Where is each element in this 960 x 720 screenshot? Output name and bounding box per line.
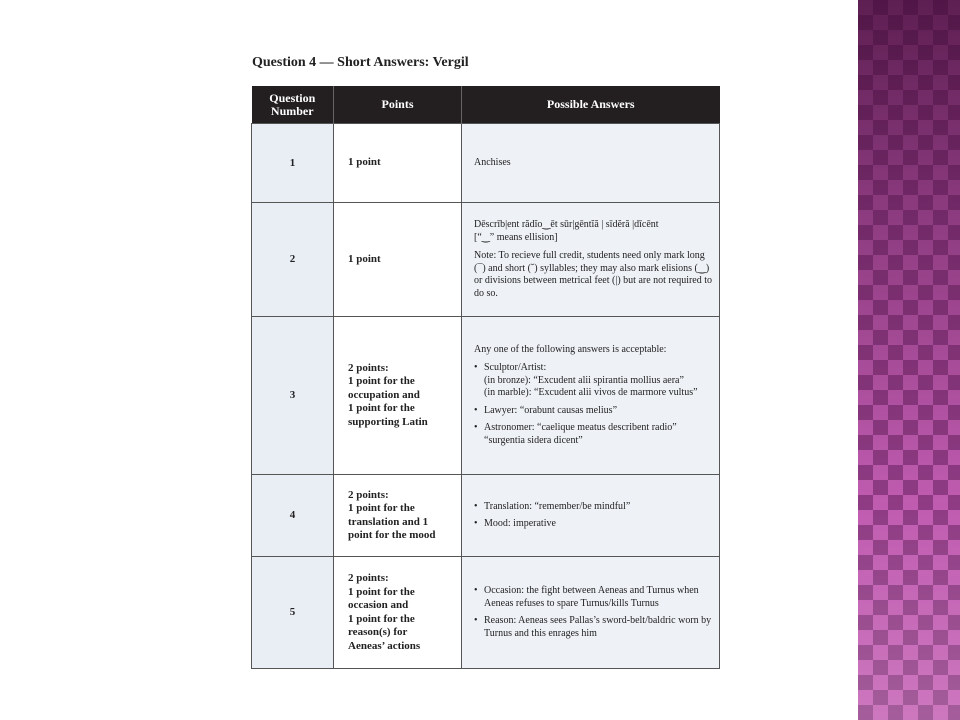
- list-item: • Translation: “remember/be mindful”: [474, 501, 713, 514]
- points-cell: 1 point: [334, 203, 462, 317]
- header-possible-answers: Possible Answers: [462, 86, 720, 124]
- header-points: Points: [334, 86, 462, 124]
- scansion-text: Dēscrīb|ent rădĭo‿ēt sūr|gēntĭă | sīdĕră |dīcēnt [“‿” means ellision]: [474, 219, 659, 243]
- answer-cell: [462, 475, 720, 557]
- list-item: • Occasion: the fight between Aeneas and Turnus when Aeneas refuses to spare Turnus/kills Turnus: [474, 585, 713, 610]
- table-row: [252, 475, 720, 557]
- question-number: 3: [252, 317, 334, 475]
- question-number: 4: [252, 475, 334, 557]
- header-question-number: Question Number: [252, 86, 334, 124]
- question-number: 1: [252, 124, 334, 203]
- answer-cell: [462, 557, 720, 669]
- answer-intro: Any one of the following answers is acceptable:: [474, 343, 667, 355]
- note-text: Note: To recieve full credit, students need only mark long (¯) and short (˘) syllables; they may also mark elisions (‿) or divisions between metrical feet (|) but are not required to do so.: [474, 250, 713, 299]
- answer-cell: [462, 317, 720, 475]
- list-item: • Mood: imperative: [474, 518, 713, 531]
- points-cell: 2 points: 1 point for the occupation and 1 point for the supporting Latin: [334, 317, 462, 475]
- decorative-side-shade: [858, 0, 960, 720]
- points-cell: 1 point: [334, 124, 462, 203]
- answers-table: [251, 86, 720, 669]
- question-number: 5: [252, 557, 334, 669]
- points-cell: 2 points: 1 point for the occasion and 1 point for the reason(s) for Aeneas’ actions: [334, 557, 462, 669]
- table-row: [252, 317, 720, 475]
- list-item: • Lawyer: “orabunt causas melius”: [474, 405, 713, 418]
- answer-cell: [462, 124, 720, 203]
- table-row: [252, 124, 720, 203]
- answer-text: Anchises: [474, 156, 511, 168]
- table-row: [252, 557, 720, 669]
- points-cell: 2 points: 1 point for the translation and 1 point for the mood: [334, 475, 462, 557]
- question-number: 2: [252, 203, 334, 317]
- table-row: [252, 203, 720, 317]
- list-item: • Astronomer: “caelique meatus describent radio” “surgentia sidera dicent”: [474, 422, 713, 447]
- document-title: Question 4 — Short Answers: Vergil: [252, 55, 469, 70]
- table-header-row: [252, 86, 720, 124]
- answer-list: [474, 501, 713, 531]
- list-item: • Sculptor/Artist: (in bronze): “Excudent alii spirantia mollius aera” (in marble): “Excudent alii vivos de marmore vultus”: [474, 362, 713, 400]
- answer-list: [474, 585, 713, 640]
- answer-list: [474, 362, 713, 447]
- list-item: • Reason: Aeneas sees Pallas’s sword-belt/baldric worn by Turnus and this enrages him: [474, 615, 713, 640]
- answer-cell: [462, 203, 720, 317]
